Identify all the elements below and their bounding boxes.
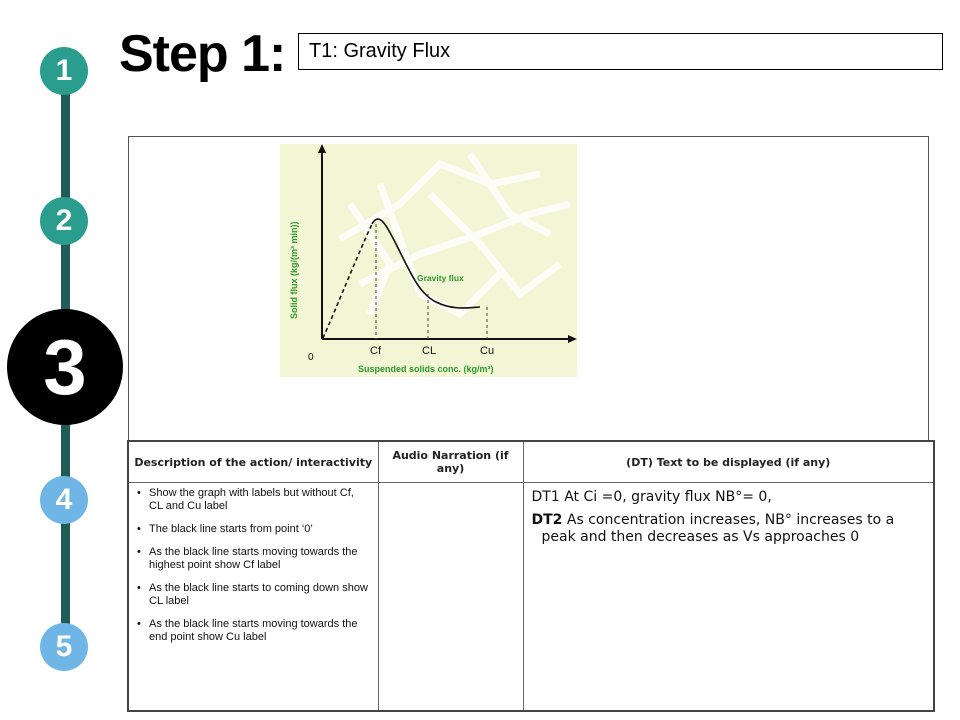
storyboard-table <box>127 440 935 712</box>
step-4-badge[interactable]: 4 <box>40 476 88 524</box>
step-2-badge[interactable]: 2 <box>40 197 88 245</box>
audio-cell <box>378 483 523 712</box>
dt1-text: At Ci =0, gravity flux NB°= 0, <box>559 489 772 505</box>
dt-cell <box>523 483 934 712</box>
dt1-line <box>532 489 926 506</box>
topic-title-box <box>298 33 943 70</box>
description-header: Description of the action/ interactivity <box>128 441 378 483</box>
description-cell <box>128 483 378 712</box>
graph-x-label-cl: CL <box>422 345 437 357</box>
dt2-line <box>532 512 926 546</box>
graph-x-label-cf: Cf <box>370 345 381 357</box>
list-item: • The black line starts from point ‘0’ <box>137 523 370 536</box>
dt2-text: As concentration increases, NB° increases to a peak and then decreases as Vs approaches 0 <box>541 512 895 545</box>
list-item: • As the black line starts moving towards the highest point show Cf label <box>137 546 370 572</box>
step-5-badge[interactable]: 5 <box>40 623 88 671</box>
audio-header: Audio Narration (if any) <box>378 441 523 483</box>
dt1-key: DT1 <box>531 489 560 505</box>
list-item: • Show the graph with labels but without Cf, CL and Cu label <box>137 487 370 513</box>
dt2-key: DT2 <box>531 512 563 528</box>
graph-y-label: Solid flux (kg/(m² min)) <box>289 221 299 319</box>
step-3-badge[interactable]: 3 <box>7 309 123 425</box>
dt-header: (DT) Text to be displayed (if any) <box>523 441 934 483</box>
topic-title: T1: Gravity Flux <box>309 40 451 62</box>
step-1-badge[interactable]: 1 <box>40 47 88 95</box>
gravity-flux-graph <box>280 144 577 377</box>
description-list <box>137 487 370 644</box>
graph-x-axis-label: Suspended solids conc. (kg/m³) <box>358 364 494 374</box>
list-item: • As the black line starts moving towards the end point show Cu label <box>137 618 370 644</box>
list-item: • As the black line starts to coming down show CL label <box>137 582 370 608</box>
graph-x-label-cu: Cu <box>480 345 495 357</box>
graph-origin-label: 0 <box>308 352 314 363</box>
graph-curve-label: Gravity flux <box>417 273 464 283</box>
step-title: Step 1: <box>119 25 286 83</box>
